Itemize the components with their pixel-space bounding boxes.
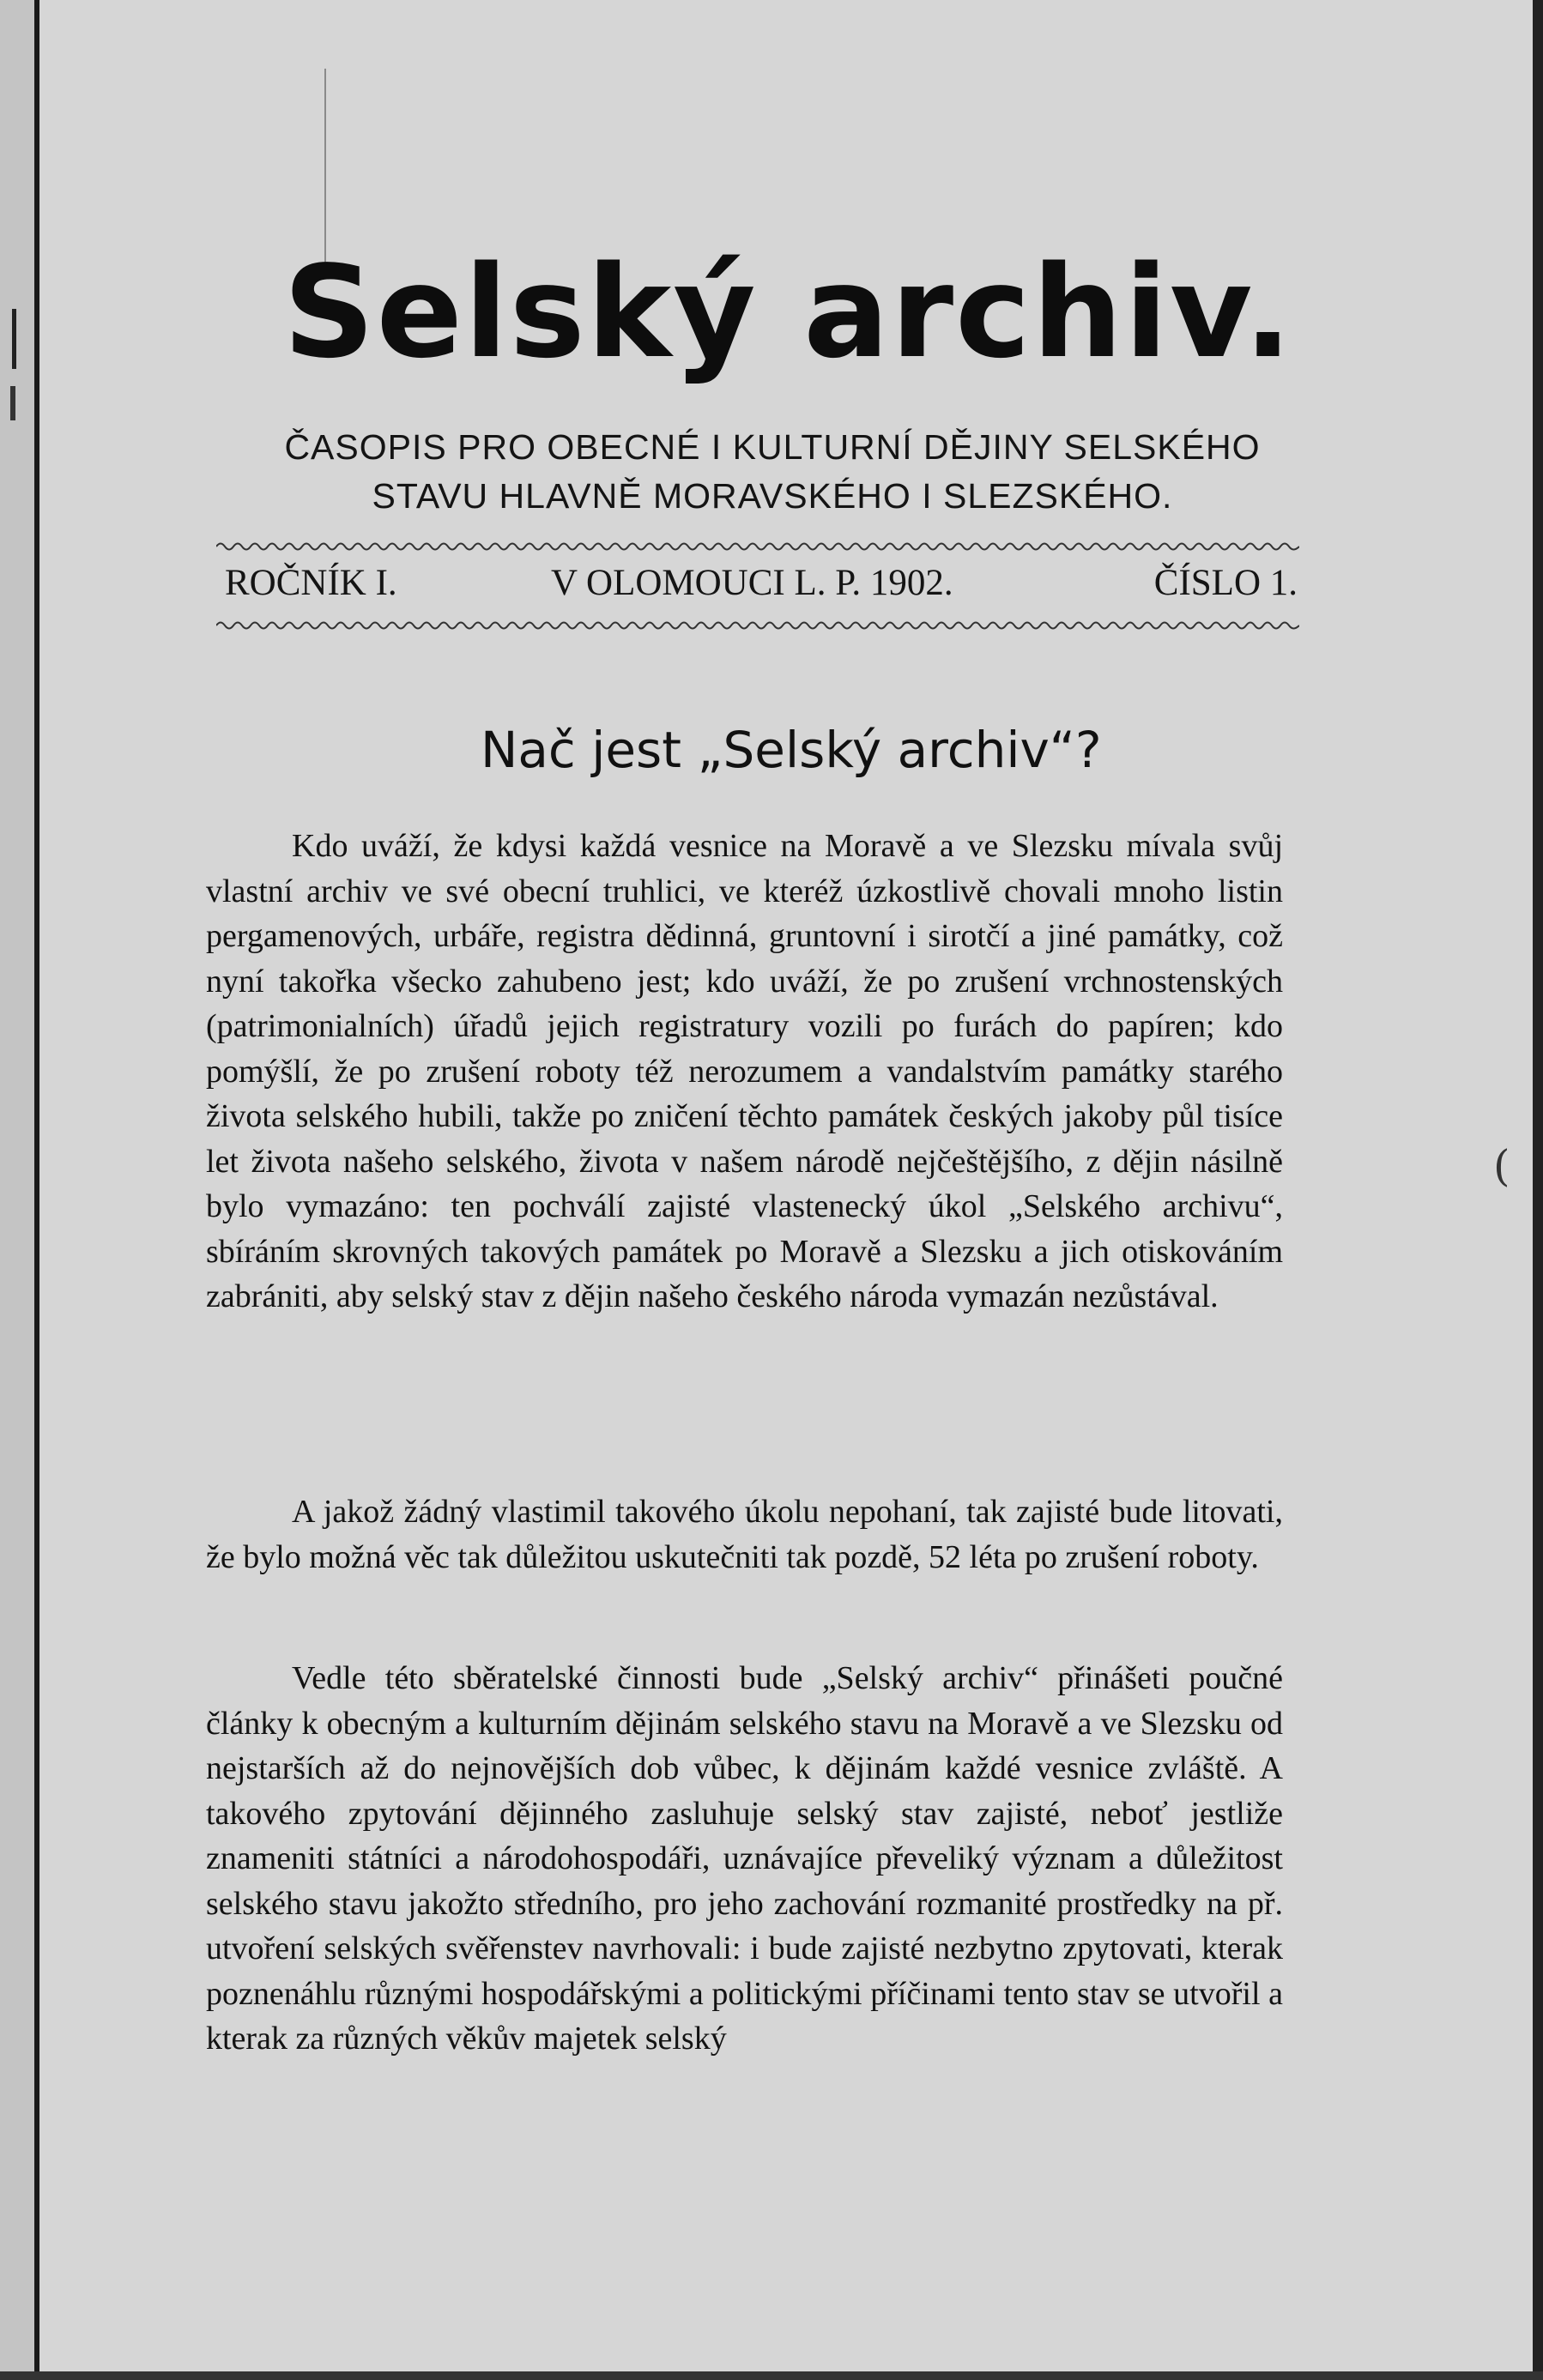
article-heading: Nač jest „Selský archiv“? [481, 721, 1102, 779]
article-paragraph-3: Vedle této sběratelské činnosti bude „Selský archiv“ přinášeti poučné články k obecným a kulturním dějinám selského stavu na Moravě a ve Slezsku od nejstarších až do nejnovějších dob vůbec, k dějinám každé vesnice zvláště. A takového zpytování dějinného zasluhuje selský stav zajisté, neboť jestliže znameniti státníci a národohospodáři, uznávajíce převeliký význam a důležitost selského stavu jakožto středního, pro jeho zachování rozmanité prostředky na př. utvoření selských svěřenstev navrhovali: i bude zajisté nezbytno zpytovati, kterak poznenáhlu různými hospodářskými a politickými příčinami tento stav se utvořil a kterak za různých věkův majetek selský [206, 1660, 1283, 2057]
issue-volume: ROČNÍK I. [225, 563, 397, 603]
issue-place-year: V OLOMOUCI L. P. 1902. [551, 563, 953, 603]
journal-title: Selský archiv. [283, 239, 1294, 386]
margin-marks [7, 309, 22, 446]
wavy-rule-top [216, 541, 1299, 553]
article-paragraph-1: Kdo uváží, že kdysi každá vesnice na Moravě a ve Slezsku mívala svůj vlastní archiv ve své obecní truhlici, ve kteréž úzkostlivě chovali mnoho listin pergamenových, urbáře, registra dědinná, gruntovní i sirotčí a jiné památky, což nyní takořka všecko zahubeno jest; kdo uváží, že po zrušení vrchnostenských (patrimonialních) úřadů jejich registratury vozili po furách do papíren; kdo pomýšlí, že po zrušení roboty též nerozumem a vandalstvím památky starého života selského hubili, takže po zničení těchto památek českých jakoby půl tisíce let života našeho selského, života v našem národě nejčeštějšího, z dějin násilně bylo vymazáno: ten pochválí zajisté vlastenecký úkol „Selského archivu“, sbíráním skrovných takových památek po Moravě a Slezsku a jich otiskováním zabrániti, aby selský stav z dějin našeho českého národa vymazán nezůstával. [206, 828, 1283, 1314]
page-right-edge [1533, 0, 1543, 2380]
wavy-rule-bottom [216, 619, 1299, 631]
journal-subtitle-line1: ČASOPIS PRO OBECNÉ I KULTURNÍ DĚJINY SELSKÉHO [284, 427, 1261, 467]
issue-info-row [225, 562, 1298, 613]
scan-artifact-line [324, 69, 326, 266]
margin-bracket-mark: ( [1493, 1141, 1510, 1191]
binding-edge [34, 0, 39, 2380]
page-bottom-edge [0, 2371, 1543, 2380]
journal-subtitle-line2: STAVU HLAVNĚ MORAVSKÉHO I SLEZSKÉHO. [372, 476, 1173, 516]
article-paragraph-2: A jakož žádný vlastimil takového úkolu nepohaní, tak zajisté bude litovati, že bylo možná věc tak důležitou uskutečniti tak pozdě, 52 léta po zrušení roboty. [206, 1494, 1283, 1575]
issue-number: ČÍSLO 1. [1153, 563, 1298, 603]
